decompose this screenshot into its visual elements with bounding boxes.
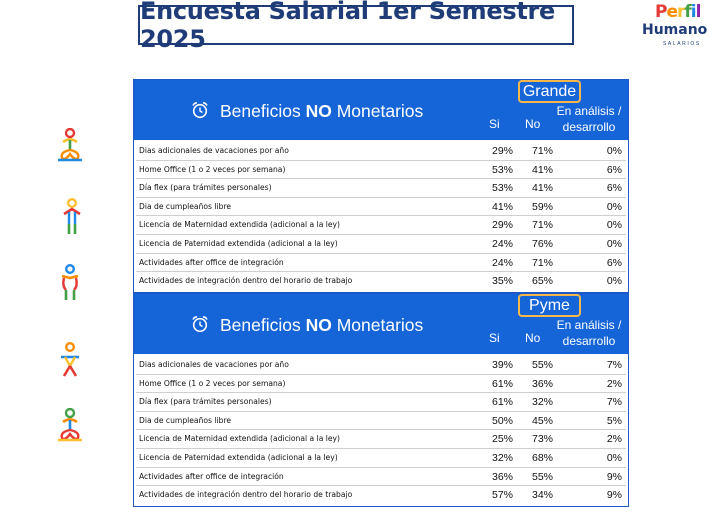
value-en-analisis: 6% xyxy=(606,163,622,176)
person-figure-icon xyxy=(56,264,84,304)
value-no: 65% xyxy=(531,275,553,288)
value-en-analisis: 0% xyxy=(606,200,622,213)
row-label: Licencia de Paternidad extendida (adicional a la ley) xyxy=(139,238,338,248)
table-row xyxy=(136,430,626,449)
value-si: 50% xyxy=(491,414,513,427)
value-si: 53% xyxy=(491,182,513,195)
person-figure-icon xyxy=(56,408,84,448)
row-label: Dias adicionales de vacaciones por año xyxy=(139,360,289,369)
value-en-analisis: 2% xyxy=(606,433,622,446)
brand-logo-word: Perfil xyxy=(655,2,701,22)
row-label: Actividades de integración dentro del horario de trabajo xyxy=(139,490,353,500)
table-row xyxy=(136,486,626,504)
table-row xyxy=(136,412,626,431)
value-si: 29% xyxy=(491,145,513,157)
value-en-analisis: 0% xyxy=(606,145,622,157)
value-no: 59% xyxy=(531,200,553,213)
value-en-analisis: 6% xyxy=(606,182,622,195)
value-no: 71% xyxy=(531,145,553,157)
value-si: 61% xyxy=(491,396,513,409)
value-si: 32% xyxy=(491,451,513,464)
row-label: Dias adicionales de vacaciones por año xyxy=(139,146,289,155)
row-label: Home Office (1 o 2 veces por semana) xyxy=(139,378,286,388)
value-si: 61% xyxy=(491,377,513,390)
value-no: 34% xyxy=(531,489,553,502)
row-label: Licencia de Paternidad extendida (adicional a la ley) xyxy=(139,452,338,462)
brand-logo-subtitle: Humano xyxy=(642,22,708,38)
value-si: 35% xyxy=(491,275,513,288)
column-header-en-analisis: En análisis / desarrollo xyxy=(556,318,622,348)
value-si: 25% xyxy=(491,433,513,446)
table-body xyxy=(134,354,628,506)
value-en-analisis: 7% xyxy=(606,396,622,409)
value-si: 36% xyxy=(491,470,513,483)
value-no: 55% xyxy=(531,470,553,483)
table-row xyxy=(136,254,626,273)
value-no: 71% xyxy=(531,219,553,232)
value-en-analisis: 0% xyxy=(606,219,622,232)
value-si: 24% xyxy=(491,237,513,250)
brand-logo xyxy=(640,2,714,50)
table-row xyxy=(136,449,626,468)
value-no: 32% xyxy=(531,396,553,409)
column-header-no: No xyxy=(525,331,541,345)
value-si: 29% xyxy=(491,219,513,232)
value-en-analisis: 5% xyxy=(606,414,622,427)
table-row xyxy=(136,272,626,290)
table-row xyxy=(136,375,626,394)
value-si: 24% xyxy=(491,256,513,269)
table-row xyxy=(136,216,626,235)
page-title: Encuesta Salarial 1er Semestre 2025 xyxy=(138,5,574,45)
alarm-clock-icon xyxy=(191,315,209,333)
person-figure-icon xyxy=(56,128,84,168)
value-no: 68% xyxy=(531,451,553,464)
value-en-analisis: 9% xyxy=(606,470,622,483)
company-size-label: Grande xyxy=(518,80,581,103)
value-en-analisis: 9% xyxy=(606,489,622,502)
table-row xyxy=(136,161,626,180)
value-en-analisis: 7% xyxy=(606,359,622,371)
table-row xyxy=(136,468,626,487)
brand-logo-tagline: SALARIOS xyxy=(663,41,701,47)
company-size-label: Pyme xyxy=(518,294,581,317)
benefits-table-pyme xyxy=(133,293,629,507)
table-row xyxy=(136,393,626,412)
value-no: 41% xyxy=(531,163,553,176)
table-title: Beneficios NO Monetarios xyxy=(220,101,424,121)
table-header xyxy=(134,294,628,354)
alarm-clock-icon xyxy=(191,101,209,119)
value-en-analisis: 2% xyxy=(606,377,622,390)
row-label: Dia de cumpleaños libre xyxy=(139,415,232,425)
row-label: Licencia de Maternidad extendida (adicional a la ley) xyxy=(139,434,340,444)
row-label: Actividades after office de integración xyxy=(139,257,284,267)
value-no: 71% xyxy=(531,256,553,269)
row-label: Dia de cumpleaños libre xyxy=(139,201,232,211)
row-label: Día flex (para trámites personales) xyxy=(139,183,272,193)
benefits-table-grande xyxy=(133,79,629,293)
table-header xyxy=(134,80,628,140)
column-header-si: Si xyxy=(489,117,500,131)
row-label: Actividades after office de integración xyxy=(139,471,284,481)
row-label: Licencia de Maternidad extendida (adicional a la ley) xyxy=(139,220,340,230)
table-row xyxy=(136,142,626,161)
table-body xyxy=(134,140,628,292)
value-no: 41% xyxy=(531,182,553,195)
column-header-no: No xyxy=(525,117,541,131)
person-figure-icon xyxy=(56,342,84,382)
value-no: 55% xyxy=(531,359,553,371)
value-no: 76% xyxy=(531,237,553,250)
value-si: 57% xyxy=(491,489,513,502)
column-header-si: Si xyxy=(489,331,500,345)
value-en-analisis: 0% xyxy=(606,451,622,464)
value-si: 39% xyxy=(491,359,513,371)
table-row xyxy=(136,198,626,217)
row-label: Actividades de integración dentro del horario de trabajo xyxy=(139,276,353,286)
value-si: 41% xyxy=(491,200,513,213)
value-no: 73% xyxy=(531,433,553,446)
table-row xyxy=(136,356,626,375)
table-row xyxy=(136,179,626,198)
row-label: Día flex (para trámites personales) xyxy=(139,397,272,407)
value-no: 36% xyxy=(531,377,553,390)
value-en-analisis: 6% xyxy=(606,256,622,269)
column-header-en-analisis: En análisis / desarrollo xyxy=(556,104,622,134)
row-label: Home Office (1 o 2 veces por semana) xyxy=(139,164,286,174)
value-en-analisis: 0% xyxy=(606,237,622,250)
table-row xyxy=(136,235,626,254)
value-si: 53% xyxy=(491,163,513,176)
value-no: 45% xyxy=(531,414,553,427)
value-en-analisis: 0% xyxy=(606,275,622,288)
person-figure-icon xyxy=(58,198,86,238)
table-title: Beneficios NO Monetarios xyxy=(220,315,424,335)
